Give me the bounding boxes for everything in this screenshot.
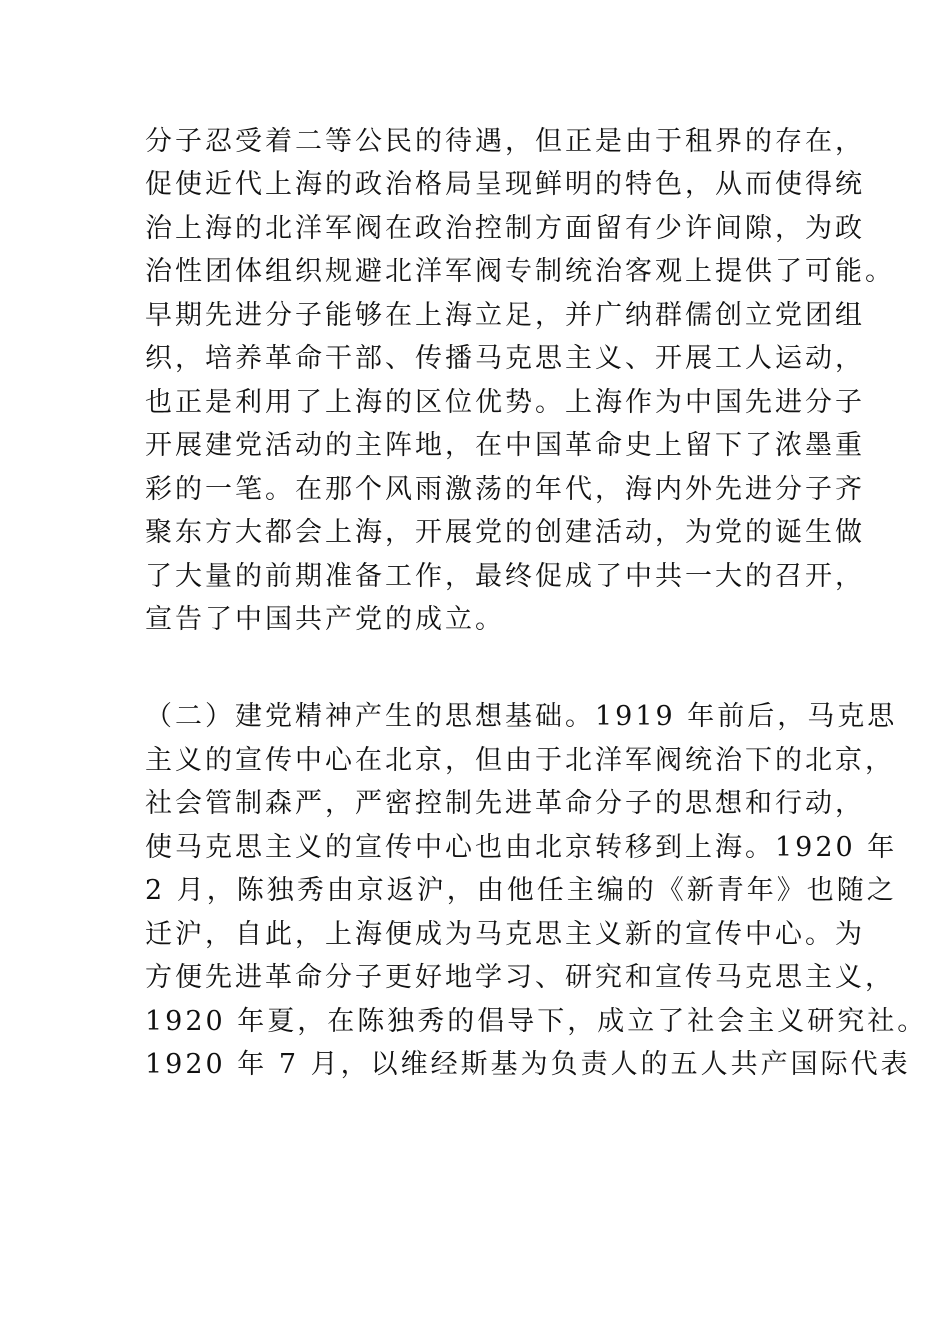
paragraph-1-line-12: 宣告了中国共产党的成立。 [145,604,505,635]
paragraph-1-line-6: 织，培养革命干部、传播马克思主义、开展工人运动， [145,343,865,374]
paragraph-2-line-9: 1920 年 7 月，以维经斯基为负责人的五人共产国际代表 [145,1049,911,1080]
paragraph-1-line-1: 分子忍受着二等公民的待遇，但正是由于租界的存在， [145,126,865,157]
paragraph-2-line-7: 方便先进革命分子更好地学习、研究和宣传马克思主义， [145,962,895,993]
paragraph-1-line-5: 早期先进分子能够在上海立足，并广纳群儒创立党团组 [145,300,865,331]
paragraph-1-line-8: 开展建党活动的主阵地，在中国革命史上留下了浓墨重 [145,430,865,461]
paragraph-2-line-4: 使马克思主义的宣传中心也由北京转移到上海。1920 年 [145,832,898,863]
paragraph-1-line-9: 彩的一笔。在那个风雨激荡的年代，海内外先进分子齐 [145,474,865,505]
paragraph-1-line-7: 也正是利用了上海的区位优势。上海作为中国先进分子 [145,387,865,418]
paragraph-1-line-4: 治性团体组织规避北洋军阀专制统治客观上提供了可能。 [145,256,895,287]
paragraph-1-line-11: 了大量的前期准备工作，最终促成了中共一大的召开， [145,561,865,592]
paragraph-2-line-6: 迁沪，自此，上海便成为马克思主义新的宣传中心。为 [145,919,865,950]
paragraph-1-line-2: 促使近代上海的政治格局呈现鲜明的特色，从而使得统 [145,169,865,200]
paragraph-1-line-10: 聚东方大都会上海，开展党的创建活动，为党的诞生做 [145,517,865,548]
paragraph-2-line-1: （二）建党精神产生的思想基础。1919 年前后，马克思 [145,701,898,732]
paragraph-2-line-2: 主义的宣传中心在北京，但由于北洋军阀统治下的北京， [145,745,895,776]
paragraph-2-line-8: 1920 年夏，在陈独秀的倡导下，成立了社会主义研究社。 [145,1006,928,1037]
paragraph-1-line-3: 治上海的北洋军阀在政治控制方面留有少许间隙，为政 [145,213,865,244]
paragraph-2-line-5: 2 月，陈独秀由京返沪，由他任主编的《新青年》也随之 [145,875,897,906]
paragraph-2-line-3: 社会管制森严，严密控制先进革命分子的思想和行动， [145,788,865,819]
